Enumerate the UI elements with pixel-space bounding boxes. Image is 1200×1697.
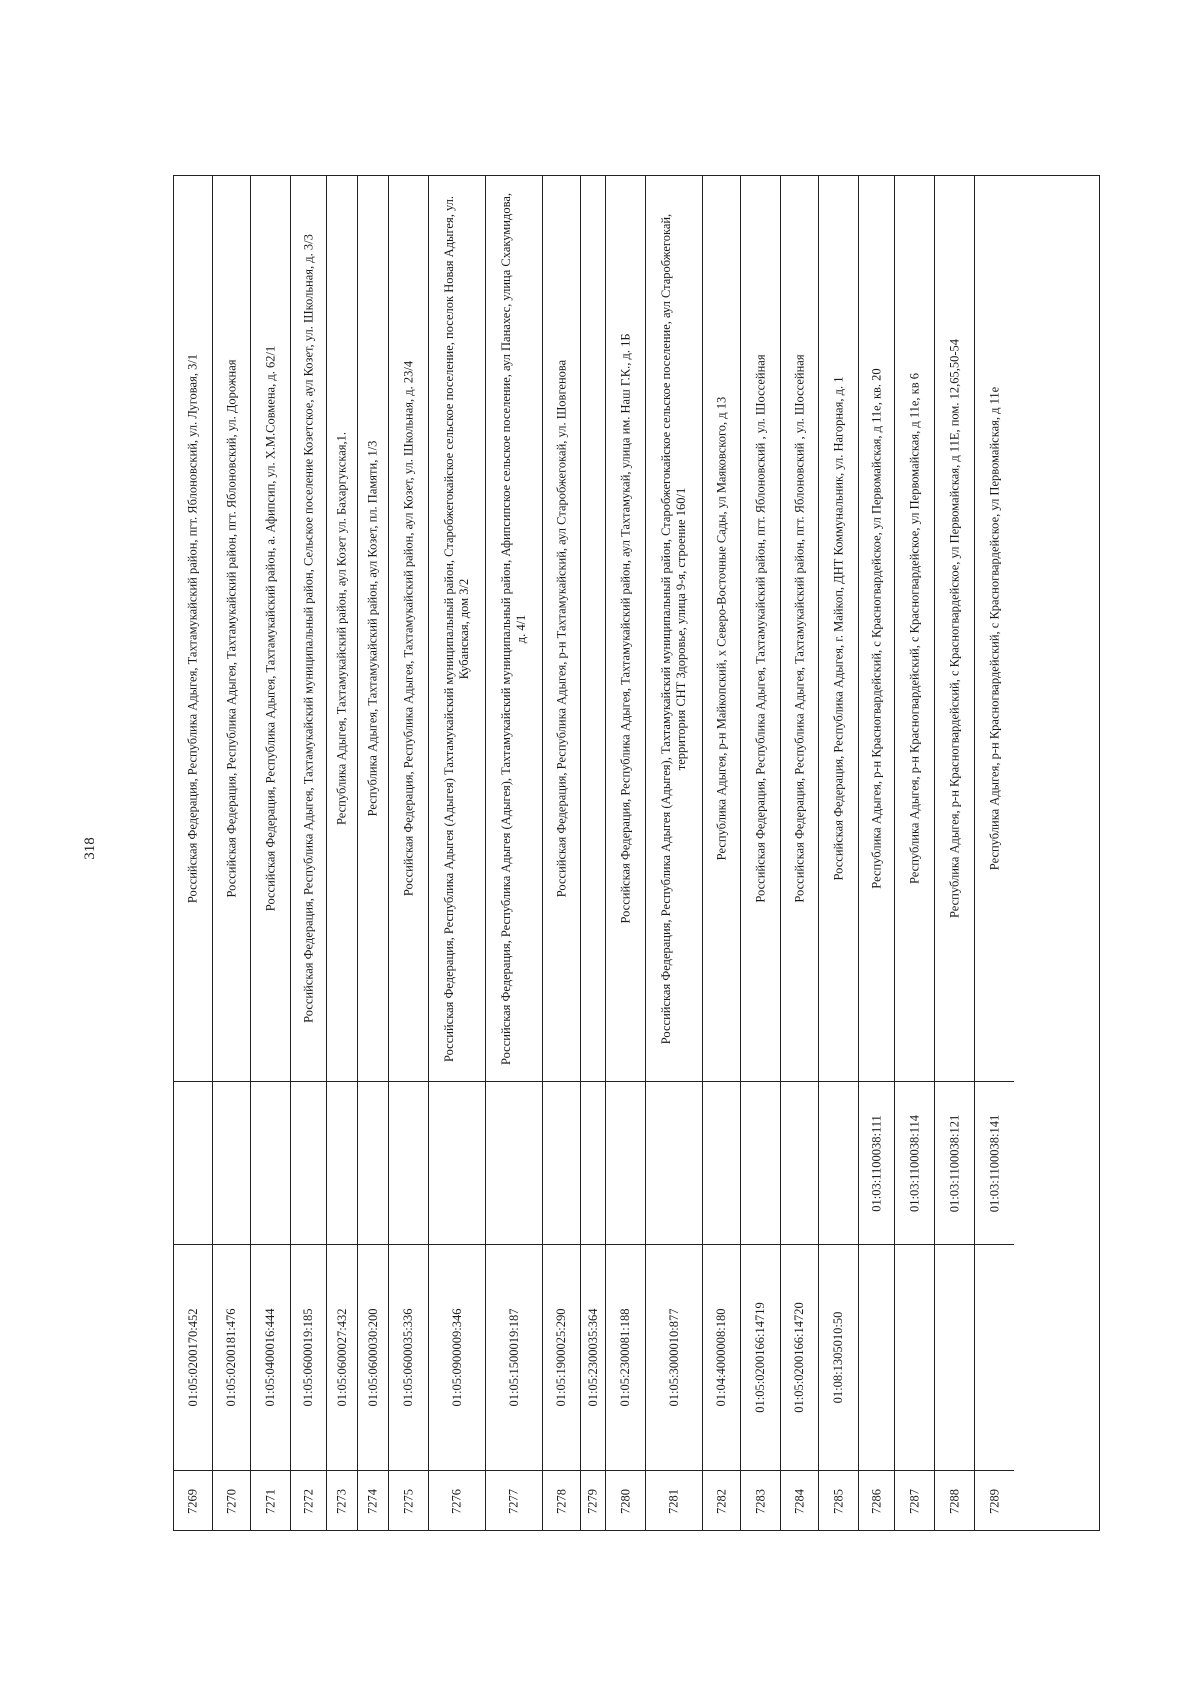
- cadastral-number-cell: [935, 1244, 974, 1470]
- cadastral-number-cell-text: 01:05:3000010:877: [666, 1308, 681, 1407]
- table-row: [606, 176, 646, 1530]
- row-number-cell-text: 7272: [301, 1489, 315, 1514]
- cadastral-number-cell: [819, 1244, 858, 1470]
- table-row: [819, 176, 859, 1530]
- cadastral-number-cell: [975, 1244, 1014, 1470]
- table-row: [859, 176, 895, 1530]
- address-cell-text: Российская Федерация, Республика Адыгея, Тахтамукайский район, аул Тахтамукай, улица им. Наш Г.К., д. 1Б: [618, 333, 632, 924]
- address-cell: [486, 176, 542, 1081]
- quarter-cadastral-cell: [935, 1081, 974, 1244]
- quarter-cadastral-cell: [543, 1081, 580, 1244]
- row-number-cell-text: 7288: [947, 1489, 961, 1514]
- address-cell-text: Республика Адыгея, Тахтамукайский район, аул Козет ул. Бахаргукская,1.: [334, 431, 349, 826]
- quarter-cadastral-cell: [327, 1081, 357, 1244]
- row-number-cell: [251, 1470, 290, 1532]
- quarter-cadastral-cell: [358, 1081, 388, 1244]
- address-cell: [429, 176, 485, 1081]
- row-number-cell-text: 7277: [506, 1489, 521, 1514]
- quarter-cadastral-cell-text: 01:03:1100038:114: [907, 1114, 921, 1212]
- address-cell: [581, 176, 605, 1081]
- address-cell: [935, 176, 974, 1081]
- table-row: [251, 176, 291, 1530]
- quarter-cadastral-cell-text: 01:03:1100038:121: [947, 1114, 961, 1212]
- cadastral-number-cell-text: 01:05:1500019:187: [506, 1308, 521, 1407]
- row-number-cell: [358, 1470, 388, 1532]
- table-row: [975, 176, 1014, 1530]
- row-number-cell-text: 7283: [753, 1489, 767, 1514]
- row-number-cell: [935, 1470, 974, 1532]
- cadastral-number-cell: [174, 1244, 212, 1470]
- row-number-cell-text: 7269: [185, 1489, 200, 1514]
- cadastral-number-cell-text: 01:05:0200166:14720: [792, 1302, 806, 1413]
- table-row: [327, 176, 358, 1530]
- row-number-cell: [606, 1470, 645, 1532]
- cadastral-number-cell-text: 01:05:0600019:185: [301, 1308, 315, 1407]
- table-row: [543, 176, 581, 1530]
- quarter-cadastral-cell: [213, 1081, 250, 1244]
- address-cell: [389, 176, 428, 1081]
- address-cell-text: Российская Федерация, Республика Адыгея, Тахтамукайский район, аул Козет, ул. Школьная, д. 23/4: [401, 360, 415, 897]
- address-cell: [251, 176, 290, 1081]
- row-number-cell-text: 7270: [224, 1489, 238, 1514]
- address-cell: [975, 176, 1014, 1081]
- address-cell-text: Республика Адыгея, р-н Красногвардейский, с Красногвардейское, ул Первомайская, д 11е: [987, 386, 1001, 871]
- address-cell-text: Республика Адыгея, р-н Майкопский, х Северо-Восточные Сады, ул Маяковского, д 13: [714, 396, 728, 861]
- quarter-cadastral-cell: [486, 1081, 542, 1244]
- cadastral-number-cell: [895, 1244, 934, 1470]
- quarter-cadastral-cell: [646, 1081, 702, 1244]
- row-number-cell-text: 7279: [585, 1489, 600, 1514]
- table-row: [646, 176, 703, 1530]
- table-row: [174, 176, 213, 1530]
- address-cell: [646, 176, 702, 1081]
- address-cell-text: Российская Федерация, Республика Адыгея, Тахтамукайский муниципальный район, Сельское поселение Козетское, аул Козет, ул. Школьная, д. 3/3: [301, 234, 315, 1023]
- quarter-cadastral-cell: [781, 1081, 818, 1244]
- address-cell-text: Республика Адыгея, р-н Красногвардейский, с Красногвардейское, ул Первомайская, д 11е, кв 6: [907, 373, 921, 884]
- row-number-cell: [646, 1470, 702, 1532]
- address-cell-text: Российская Федерация, Республика Адыгея, г. Майкоп, ДНТ Коммунальник, ул. Нагорная, д. 1: [831, 376, 845, 881]
- address-cell: [859, 176, 894, 1081]
- cadastral-number-cell-text: 01:05:2300035:364: [585, 1308, 600, 1407]
- cadastral-number-cell: [543, 1244, 580, 1470]
- cadastral-number-cell-text: 01:05:0200181:476: [224, 1308, 238, 1407]
- cadastral-number-cell: [213, 1244, 250, 1470]
- cadastral-number-cell-text: 01:05:0600027:432: [334, 1308, 349, 1407]
- address-cell: [819, 176, 858, 1081]
- cadastral-number-cell-text: 01:08:1305010:50: [831, 1311, 845, 1404]
- address-cell: [358, 176, 388, 1081]
- row-number-cell-text: 7275: [401, 1489, 415, 1514]
- cadastral-number-cell: [646, 1244, 702, 1470]
- row-number-cell-text: 7286: [869, 1489, 883, 1514]
- address-cell-text: Российская Федерация, Республика Адыгея (Адыгея), Тахтамукайский муниципальный район, Старобжегокайское сельское поселение, аул Старобжегокай, территория СНТ Здоровье, улица 9-я, строение 160/1: [659, 213, 688, 1044]
- quarter-cadastral-cell: [741, 1081, 780, 1244]
- row-number-cell-text: 7274: [365, 1489, 380, 1514]
- quarter-cadastral-cell: [174, 1081, 212, 1244]
- row-number-cell-text: 7285: [831, 1489, 845, 1514]
- address-cell: [781, 176, 818, 1081]
- row-number-cell: [174, 1470, 212, 1532]
- address-cell-text: Российская Федерация, Республика Адыгея (Адыгея), Тахтамукайский муниципальный район, Афипсипское сельское поселение, аул Панахес, улица Схакумидова, д. 4/1: [499, 192, 528, 1065]
- quarter-cadastral-cell: [606, 1081, 645, 1244]
- cadastral-number-cell-text: 01:05:2300081:188: [618, 1308, 632, 1407]
- cadastral-number-cell: [251, 1244, 290, 1470]
- table-row: [291, 176, 327, 1530]
- row-number-cell: [581, 1470, 605, 1532]
- row-number-cell: [859, 1470, 894, 1532]
- row-number-cell: [703, 1470, 740, 1532]
- row-number-cell-text: 7287: [907, 1489, 921, 1514]
- address-cell: [213, 176, 250, 1081]
- cadastral-number-cell-text: 01:05:0400016:444: [263, 1308, 277, 1407]
- table-row: [741, 176, 781, 1530]
- address-cell-text: Республика Адыгея, р-н Красногвардейский, с Красногвардейское, ул Первомайская, д 11Е, пом. 12,65,50-54: [947, 339, 961, 919]
- quarter-cadastral-cell-text: 01:03:1100038:111: [869, 1114, 883, 1212]
- row-number-cell: [389, 1470, 428, 1532]
- row-number-cell: [975, 1470, 1014, 1532]
- table-row: [486, 176, 543, 1530]
- cadastral-number-cell: [358, 1244, 388, 1470]
- address-cell-text: Российская Федерация, Республика Адыгея, Тахтамукайский район, а. Афипсип, ул. Х.М.Совмена, д. 62/1: [263, 345, 277, 912]
- table-row: [895, 176, 935, 1530]
- row-number-cell: [486, 1470, 542, 1532]
- row-number-cell-text: 7271: [263, 1489, 277, 1514]
- table-row: [581, 176, 606, 1530]
- quarter-cadastral-cell-text: 01:03:1100038:141: [987, 1114, 1001, 1212]
- row-number-cell: [429, 1470, 485, 1532]
- address-cell-text: Республика Адыгея, р-н Красногвардейский, с Красногвардейское, ул Первомайская, д 11е, кв. 20: [869, 368, 883, 889]
- table-row: [781, 176, 819, 1530]
- data-table: [173, 175, 1100, 1531]
- address-cell: [291, 176, 326, 1081]
- cadastral-number-cell-text: 01:05:0600035:336: [401, 1308, 415, 1407]
- cadastral-number-cell: [291, 1244, 326, 1470]
- address-cell-text: Российская Федерация, Республика Адыгея, Тахтамукайский район, пгт. Яблоновский , ул. Шоссейная: [753, 354, 767, 903]
- cadastral-number-cell: [859, 1244, 894, 1470]
- cadastral-number-cell: [486, 1244, 542, 1470]
- row-number-cell-text: 7278: [554, 1489, 568, 1514]
- cadastral-number-cell-text: 01:05:0600030:200: [365, 1308, 380, 1407]
- row-number-cell: [819, 1470, 858, 1532]
- quarter-cadastral-cell: [389, 1081, 428, 1244]
- table-row: [703, 176, 741, 1530]
- row-number-cell: [327, 1470, 357, 1532]
- row-number-cell-text: 7289: [987, 1489, 1001, 1514]
- row-number-cell: [291, 1470, 326, 1532]
- cadastral-number-cell: [389, 1244, 428, 1470]
- table-row: [429, 176, 486, 1530]
- address-cell: [327, 176, 357, 1081]
- row-number-cell: [781, 1470, 818, 1532]
- row-number-cell-text: 7284: [792, 1489, 806, 1514]
- quarter-cadastral-cell: [581, 1081, 605, 1244]
- row-number-cell: [213, 1470, 250, 1532]
- quarter-cadastral-cell: [895, 1081, 934, 1244]
- cadastral-number-cell: [327, 1244, 357, 1470]
- row-number-cell: [543, 1470, 580, 1532]
- row-number-cell-text: 7280: [618, 1489, 632, 1514]
- cadastral-number-cell: [429, 1244, 485, 1470]
- cadastral-number-cell-text: 01:05:0900009:346: [449, 1308, 464, 1407]
- cadastral-number-cell: [581, 1244, 605, 1470]
- address-cell: [174, 176, 212, 1081]
- row-number-cell: [741, 1470, 780, 1532]
- address-cell-text: Республика Адыгея, Тахтамукайский район, аул Козет, пл. Памяти, 1/3: [365, 440, 380, 817]
- cadastral-number-cell: [606, 1244, 645, 1470]
- cadastral-number-cell-text: 01:04:4000008:180: [714, 1308, 728, 1407]
- row-number-cell-text: 7281: [666, 1489, 681, 1514]
- quarter-cadastral-cell: [429, 1081, 485, 1244]
- table-row: [358, 176, 389, 1530]
- quarter-cadastral-cell: [703, 1081, 740, 1244]
- table-row: [389, 176, 429, 1530]
- row-number-cell-text: 7276: [449, 1489, 464, 1514]
- address-cell: [606, 176, 645, 1081]
- address-cell: [895, 176, 934, 1081]
- cadastral-number-cell-text: 01:05:0200166:14719: [753, 1302, 767, 1413]
- row-number-cell: [895, 1470, 934, 1532]
- page-number: [77, 828, 103, 868]
- cadastral-number-cell: [741, 1244, 780, 1470]
- quarter-cadastral-cell: [859, 1081, 894, 1244]
- row-number-cell-text: 7282: [714, 1489, 728, 1514]
- cadastral-number-cell-text: 01:05:0200170:452: [185, 1308, 200, 1407]
- address-cell: [543, 176, 580, 1081]
- page-number-text: 318: [81, 836, 98, 860]
- address-cell-text: Российская Федерация, Республика Адыгея, Тахтамукайский район, пгт. Яблоновский, ул. Луговая, 3/1: [185, 353, 200, 904]
- table-row: [213, 176, 251, 1530]
- address-cell: [703, 176, 740, 1081]
- quarter-cadastral-cell: [291, 1081, 326, 1244]
- address-cell-text: Российская Федерация, Республика Адыгея, Тахтамукайский район, пгт. Яблоновский, ул. Дорожная: [224, 359, 238, 898]
- address-cell-text: Российская Федерация, Республика Адыгея, Тахтамукайский район, пгт. Яблоновский , ул. Шоссейная: [792, 354, 806, 903]
- cadastral-number-cell: [703, 1244, 740, 1470]
- cadastral-number-cell: [781, 1244, 818, 1470]
- quarter-cadastral-cell: [975, 1081, 1014, 1244]
- cadastral-number-cell-text: 01:05:1900025:290: [554, 1308, 568, 1407]
- quarter-cadastral-cell: [819, 1081, 858, 1244]
- quarter-cadastral-cell: [251, 1081, 290, 1244]
- address-cell: [741, 176, 780, 1081]
- address-cell-text: Российская Федерация, Республика Адыгея (Адыгея) Тахтамукайский муниципальный район, Старобжегокайское сельское поселение, поселок Новая Адыгея, ул. Кубанская, дом 3/2: [442, 195, 471, 1062]
- table-row: [935, 176, 975, 1530]
- address-cell-text: Российская Федерация, Республика Адыгея, р-н Тахтамукайский, аул Старобжегокай, ул. Шовгенова: [554, 359, 568, 898]
- row-number-cell-text: 7273: [334, 1489, 349, 1514]
